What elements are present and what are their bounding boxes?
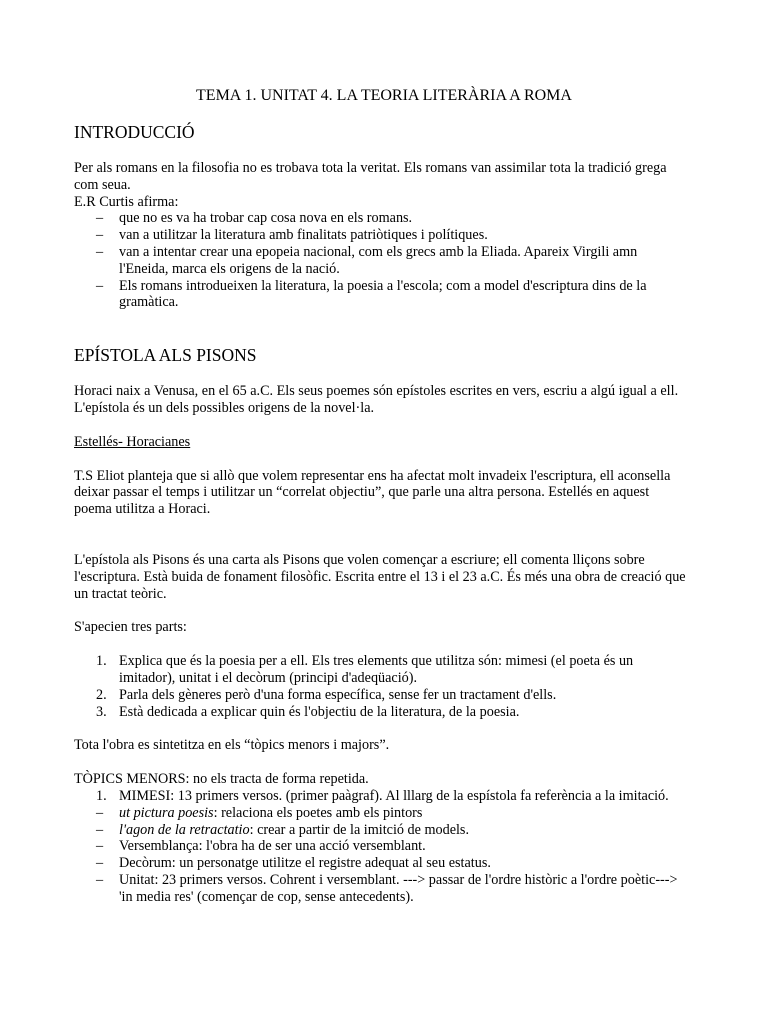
- horaci-paragraph: Horaci naix a Venusa, en el 65 a.C. Els seus poemes són epístoles escrites en vers, escriu a algú igual a ell. L'epístola és un dels possibles origens de la novel·la.: [74, 383, 679, 416]
- list-item: – que no es va ha trobar cap cosa nova en els romans.: [96, 210, 413, 227]
- dash-bullet: –: [96, 210, 104, 227]
- dash-bullet: –: [96, 855, 104, 872]
- list-item: 1. Explica que és la poesia per a ell. Els tres elements que utilitza són: mimesi (el poeta és un imitador), unitat i el decòrum (principi d'adeqüació).: [96, 653, 634, 686]
- list-item: 2. Parla dels gèneres però d'una forma específica, sense fer un tractament d'ells.: [96, 686, 557, 703]
- dash-bullet: –: [96, 821, 104, 838]
- dash-bullet: –: [96, 838, 104, 855]
- dash-bullet: –: [96, 277, 104, 294]
- section-heading-introduccio: INTRODUCCIÓ: [74, 122, 195, 142]
- parts-intro: S'apecien tres parts:: [74, 619, 187, 636]
- topic-mimesi-list: [74, 788, 688, 805]
- eliot-paragraph: T.S Eliot planteja que si allò que volem representar ens ha afectat molt invadeix l'escriptura, ell aconsella deixar passar el temps i utilitzar un “correlat objectiu”, que parle una altra persona. Estellés en aquest poema utilitza a Horaci.: [74, 467, 671, 518]
- intro-paragraph: Per als romans en la filosofia no es trobava tota la veritat. Els romans van assimilar tota la tradició grega com seua.: [74, 160, 667, 193]
- dash-bullet: –: [96, 227, 104, 244]
- section-heading-epistola: EPÍSTOLA ALS PISONS: [74, 345, 257, 366]
- list-item: – Decòrum: un personatge utilitze el registre adequat al seu estatus.: [96, 855, 491, 872]
- dash-bullet: –: [96, 871, 104, 888]
- list-item: 1. MIMESI: 13 primers versos. (primer paàgraf). Al lllarg de la espístola fa referència a la imitació.: [96, 787, 669, 804]
- dash-bullet: –: [96, 243, 104, 260]
- curtis-list: [74, 210, 688, 311]
- topics-list: [74, 805, 688, 906]
- dash-bullet: –: [96, 804, 104, 821]
- topics-heading: TÒPICS MENORS: no els tracta de forma repetida.: [74, 771, 369, 788]
- list-item: 3. Està dedicada a explicar quin és l'objectiu de la literatura, de la poesia.: [96, 703, 520, 720]
- list-item: – van a utilitzar la literatura amb finalitats patriòtiques i polítiques.: [96, 227, 488, 244]
- parts-list: [74, 653, 688, 720]
- list-item: – l'agon de la retractatio: crear a partir de la imitció de models.: [96, 821, 469, 838]
- curtis-line: E.R Curtis afirma:: [74, 193, 179, 210]
- list-item: – van a intentar crear una epopeia nacional, com els grecs amb la Eliada. Apareix Virgili amn l'Eneida, marca els origens de la nació.: [96, 243, 638, 277]
- summary-line: Tota l'obra es sintetitza en els “tòpics menors i majors”.: [74, 737, 390, 754]
- pisons-paragraph: L'epístola als Pisons és una carta als Pisons que volen començar a escriure; ell comenta lliçons sobre l'escriptura. Està buida de fonament filosòfic. Escrita entre el 13 i el 23 a.C. És més una obra de creació que un tractat teòric.: [74, 551, 686, 602]
- list-item: – Versemblança: l'obra ha de ser una acció versemblant.: [96, 838, 426, 855]
- list-item: – Els romans introdueixen la literatura, la poesia a l'escola; com a model d'escriptura dins de la gramàtica.: [96, 277, 647, 311]
- subheading-estelles: Estellés- Horacianes: [74, 433, 191, 450]
- list-item: – ut pictura poesis: relaciona els poetes amb els pintors: [96, 804, 423, 821]
- document-title: TEMA 1. UNITAT 4. LA TEORIA LITERÀRIA A ROMA: [196, 87, 572, 104]
- list-item: – Unitat: 23 primers versos. Cohrent i versemblant. ---> passar de l'ordre històric a l'ordre poètic---> 'in media res' (començar de cop, sense antecedents).: [96, 871, 678, 905]
